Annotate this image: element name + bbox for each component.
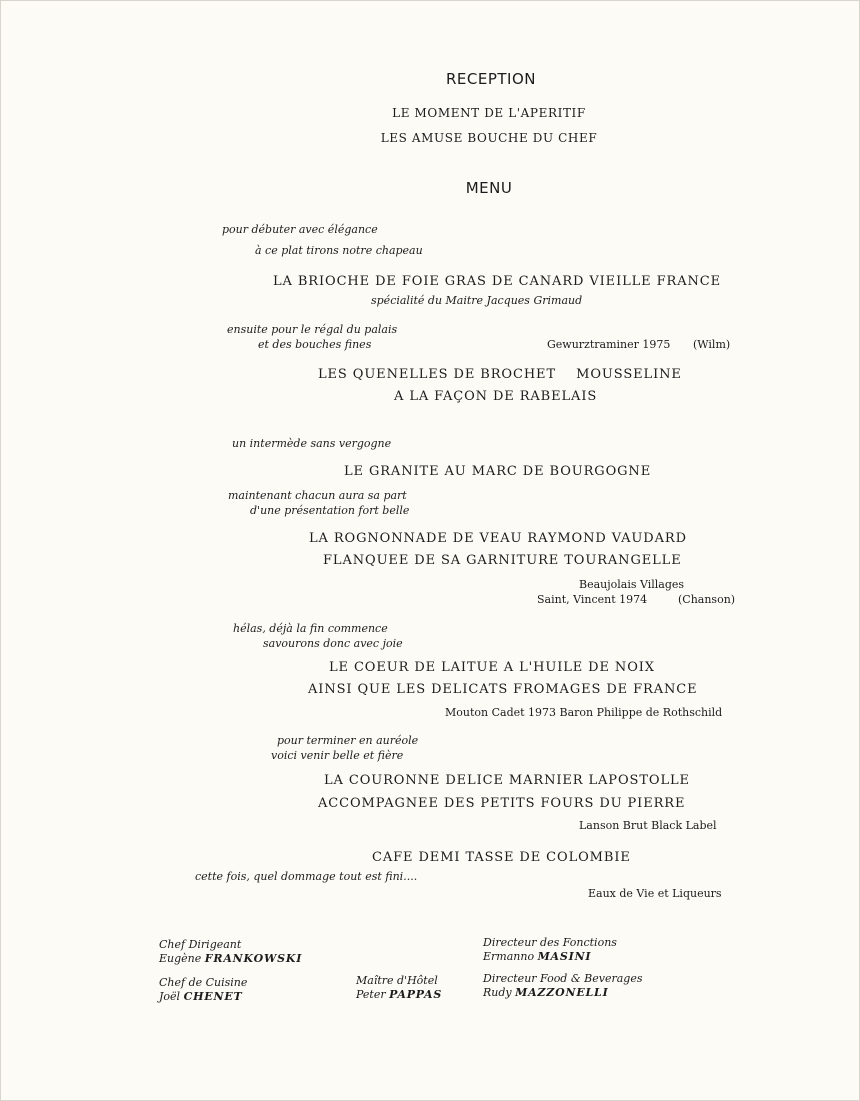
course-4-wine-appellation: Beaujolais Villages [579, 578, 685, 591]
course-1-note: spécialité du Maitre Jacques Grimaud [371, 294, 583, 307]
staff-maitre-hotel-role: Maître d'Hôtel [356, 974, 438, 987]
course-4-wine-producer: (Chanson) [678, 593, 736, 606]
course-7-intro: cette fois, quel dommage tout est fini.... [195, 870, 418, 883]
staff-chef-cuisine-role: Chef de Cuisine [159, 976, 248, 989]
staff-maitre-hotel-first: Peter [356, 988, 386, 1001]
course-1-intro-2: à ce plat tirons notre chapeau [255, 244, 423, 257]
reception-line-amuse-bouche: LES AMUSE BOUCHE DU CHEF [380, 131, 598, 145]
staff-directeur-fonctions-last: MASINI [537, 950, 592, 963]
staff-chef-dirigeant-name [159, 952, 302, 965]
course-5-intro-1: hélas, déjà la fin commence [233, 622, 388, 635]
course-4-wine: Saint, Vincent 1974 [537, 593, 648, 606]
staff-directeur-food-last: MAZZONELLI [515, 986, 609, 999]
course-2-intro-1: ensuite pour le régal du palais [227, 323, 398, 336]
course-3-dish: LE GRANITE AU MARC DE BOURGOGNE [344, 464, 652, 479]
course-5-intro-2: savourons donc avec joie [263, 637, 403, 650]
course-3-intro: un intermède sans vergogne [232, 437, 392, 450]
staff-chef-cuisine-first: Joël [159, 990, 181, 1003]
course-2-wine-producer: (Wilm) [693, 338, 731, 351]
course-6-intro-2: voici venir belle et fière [271, 749, 404, 762]
staff-chef-dirigeant-first: Eugène [159, 952, 202, 965]
course-5-dish-1: LE COEUR DE LAITUE A L'HUILE DE NOIX [329, 660, 655, 675]
course-6-wine: Lanson Brut Black Label [579, 819, 717, 832]
staff-chef-dirigeant-role: Chef Dirigeant [159, 938, 242, 951]
staff-directeur-fonctions-first: Ermanno [483, 950, 535, 963]
reception-title: RECEPTION [445, 70, 537, 88]
course-7-dish: CAFE DEMI TASSE DE COLOMBIE [372, 850, 631, 865]
course-2-dish-1: LES QUENELLES DE BROCHET MOUSSELINE [318, 367, 682, 382]
course-4-intro-2: d'une présentation fort belle [250, 504, 410, 517]
staff-directeur-food-name [483, 986, 609, 999]
course-1-dish: LA BRIOCHE DE FOIE GRAS DE CANARD VIEILLE FRANCE [273, 274, 722, 289]
course-7-wine: Eaux de Vie et Liqueurs [588, 887, 722, 900]
course-6-dish-2: ACCOMPAGNEE DES PETITS FOURS DU PIERRE [318, 796, 686, 811]
course-4-dish-1: LA ROGNONNADE DE VEAU RAYMOND VAUDARD [309, 531, 687, 546]
course-5-dish-2: AINSI QUE LES DELICATS FROMAGES DE FRANCE [308, 682, 698, 697]
staff-maitre-hotel-last: PAPPAS [389, 988, 443, 1001]
staff-directeur-food-first: Rudy [483, 986, 512, 999]
reception-line-aperitif: LE MOMENT DE L'APERITIF [392, 106, 586, 120]
staff-maitre-hotel-name [356, 988, 442, 1001]
menu-title: MENU [465, 179, 513, 197]
course-2-wine: Gewurztraminer 1975 [547, 338, 671, 351]
staff-directeur-fonctions-role: Directeur des Fonctions [483, 936, 617, 949]
staff-chef-cuisine-name [159, 990, 243, 1003]
course-4-intro-1: maintenant chacun aura sa part [228, 489, 407, 502]
course-4-dish-2: FLANQUEE DE SA GARNITURE TOURANGELLE [323, 553, 682, 568]
course-5-wine: Mouton Cadet 1973 Baron Philippe de Rothschild [445, 706, 723, 719]
staff-chef-dirigeant-last: FRANKOWSKI [204, 952, 303, 965]
staff-directeur-fonctions-name [483, 950, 591, 963]
course-1-intro-1: pour débuter avec élégance [222, 223, 378, 236]
staff-directeur-food-role: Directeur Food & Beverages [483, 972, 643, 985]
course-2-dish-2: A LA FAÇON DE RABELAIS [394, 389, 598, 404]
course-6-dish-1: LA COURONNE DELICE MARNIER LAPOSTOLLE [324, 773, 690, 788]
course-2-intro-2: et des bouches fines [258, 338, 372, 351]
course-6-intro-1: pour terminer en auréole [277, 734, 419, 747]
staff-chef-cuisine-last: CHENET [183, 990, 243, 1003]
